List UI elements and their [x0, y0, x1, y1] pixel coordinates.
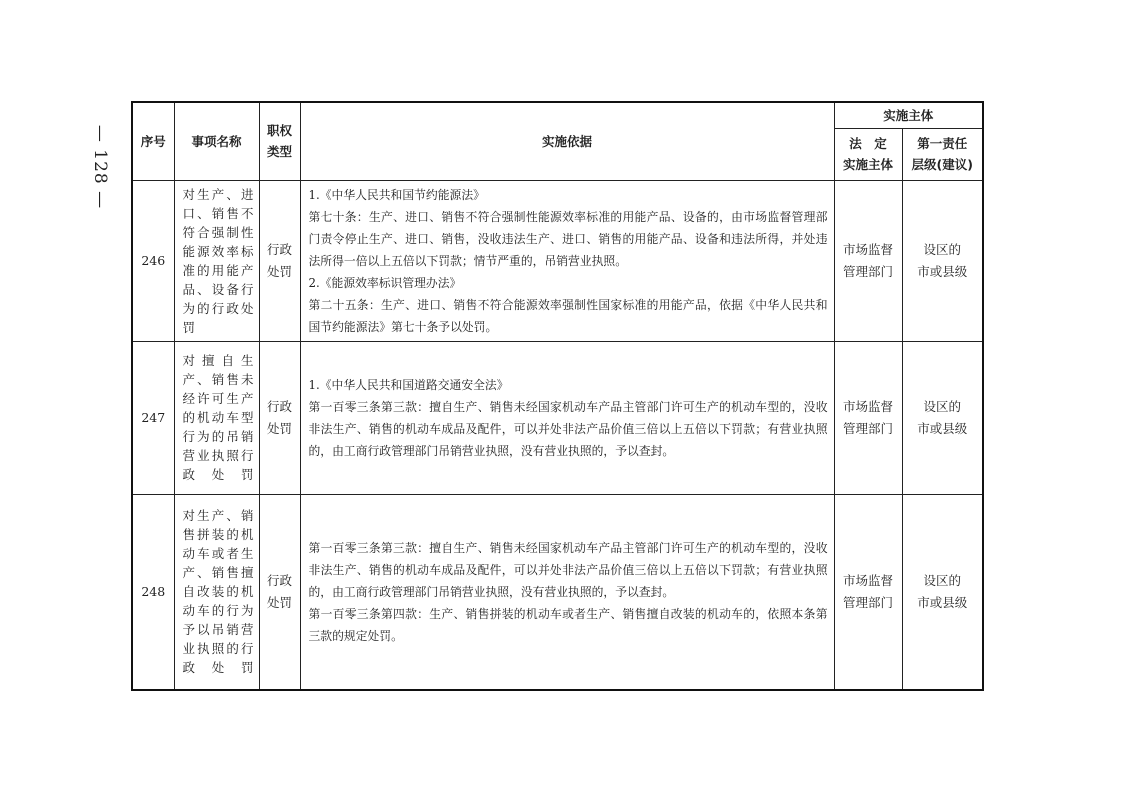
header-name: 事项名称: [174, 102, 259, 180]
table-row: [132, 494, 983, 690]
row-subject: 市场监督 管理部门: [834, 180, 902, 341]
row-basis: [300, 494, 834, 690]
row-subject: 市场监督 管理部门: [834, 341, 902, 494]
basis-line: 第一百零三条第三款：擅自生产、销售未经国家机动车产品主管部门许可生产的机动车型的，没收非法生产、销售的机动车成品及配件，可以并处非法产品价值三倍以上五倍以下罚款；有营业执照的，由工商行政管理部门吊销营业执照，没有营业执照的，予以查封。: [308, 399, 828, 458]
basis-line: 第二十五条：生产、进口、销售不符合能源效率强制性国家标准的用能产品，依据《中华人民共和国节约能源法》第七十条予以处罚。: [308, 297, 828, 334]
table-row: [132, 341, 983, 494]
row-name: 对生产、销售拼装的机动车或者生产、销售擅自改装的机动车的行为予以吊销营业执照的行政处罚: [174, 494, 259, 690]
row-basis: [300, 341, 834, 494]
table-row: [132, 180, 983, 341]
row-level: 设区的 市或县级: [902, 341, 983, 494]
header-type-text: 职权类型: [266, 123, 292, 160]
basis-line: 第一百零三条第三款：擅自生产、销售未经国家机动车产品主管部门许可生产的机动车型的，没收非法生产、销售的机动车成品及配件，可以并处非法产品价值三倍以上五倍以下罚款；有营业执照的，由工商行政管理部门吊销营业执照，没有营业执照的，予以查封。: [308, 540, 828, 599]
header-subject-group: 实施主体: [834, 102, 983, 128]
enforcement-matters-table: [131, 101, 984, 691]
page-number: [80, 112, 120, 222]
header-seq: 序号: [132, 102, 174, 180]
row-type: 行政 处罚: [259, 341, 300, 494]
row-type: 行政 处罚: [259, 494, 300, 690]
header-type: [259, 102, 300, 180]
row-name: 对擅自生产、销售未经许可生产的机动车型行为的吊销营业执照行政处罚: [174, 341, 259, 494]
row-basis: [300, 180, 834, 341]
row-name: 对生产、进口、销售不符合强制性能源效率标准的用能产品、设备行为的行政处罚: [174, 180, 259, 341]
header-legal-subject: 法 定 实施主体: [834, 128, 902, 180]
row-seq: 246: [132, 180, 174, 341]
basis-line: 1.《中华人民共和国道路交通安全法》: [308, 377, 509, 392]
row-seq: 247: [132, 341, 174, 494]
header-basis: 实施依据: [300, 102, 834, 180]
basis-line: 2.《能源效率标识管理办法》: [308, 275, 462, 290]
basis-line: 第七十条：生产、进口、销售不符合强制性能源效率标准的用能产品、设备的，由市场监督管理部门责令停止生产、进口、销售，没收违法生产、进口、销售的用能产品、设备和违法所得，并处违法所得一倍以上五倍以下罚款；情节严重的，吊销营业执照。: [308, 209, 828, 268]
row-subject: 市场监督 管理部门: [834, 494, 902, 690]
row-type: 行政 处罚: [259, 180, 300, 341]
page-number-text: — 128 —: [90, 124, 111, 210]
basis-line: 第一百零三条第四款：生产、销售拼装的机动车或者生产、销售擅自改装的机动车的，依照本条第三款的规定处罚。: [308, 606, 828, 643]
basis-line: 1.《中华人民共和国节约能源法》: [308, 187, 485, 202]
row-level: 设区的 市或县级: [902, 494, 983, 690]
row-seq: 248: [132, 494, 174, 690]
row-level: 设区的 市或县级: [902, 180, 983, 341]
header-level: 第一责任 层级(建议): [902, 128, 983, 180]
